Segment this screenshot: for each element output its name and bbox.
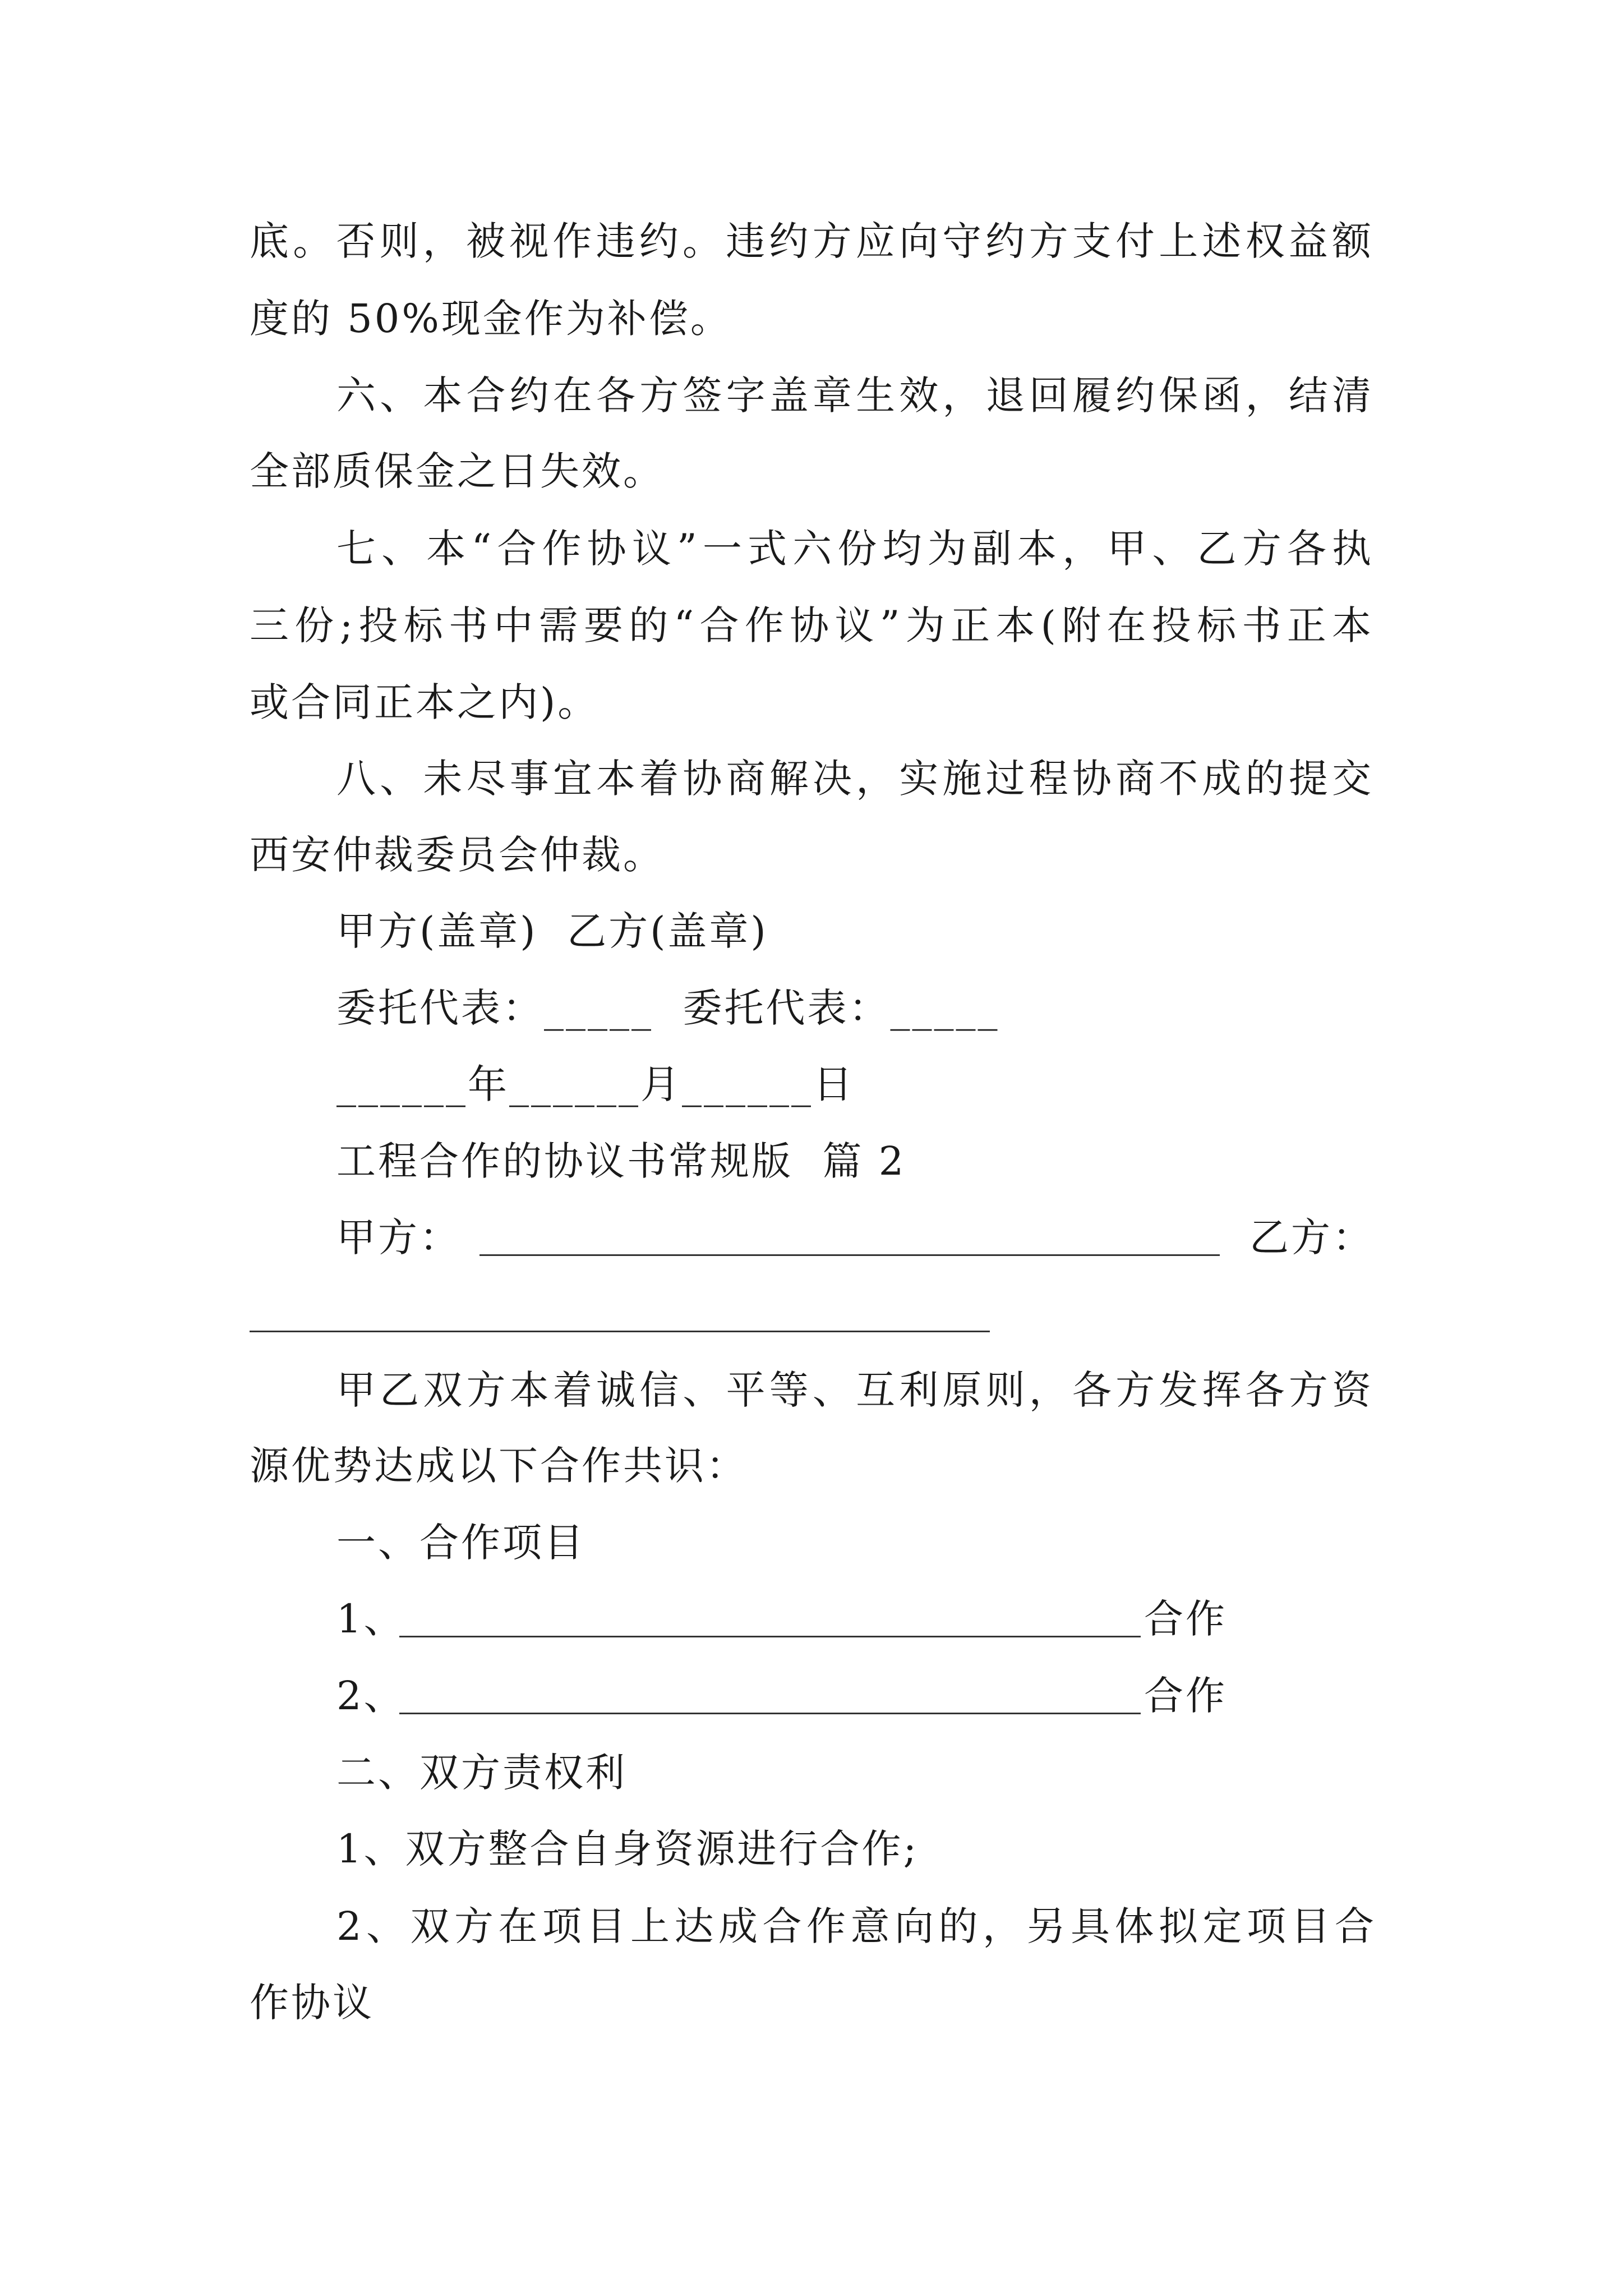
item-number: 1、 [336,1596,405,1642]
clause-8-line: 西安仲裁委员会仲裁。 [250,832,665,878]
paragraph-line: 度的 50%现金作为补偿。 [250,296,732,342]
clause-6-line: 全部质保金之日失效。 [250,448,665,494]
heading-rights: 二、双方责权利 [336,1750,627,1796]
list-item: 1、双方整合自身资源进行合作; [336,1826,919,1872]
clause-6-line: 六、本合约在各方签字盖章生效，退回履约保函，结清 [336,372,1371,418]
party-b-blank [250,1331,990,1332]
list-item: 作协议 [250,1980,374,2026]
section-title: 工程合作的协议书常规版 篇 2 [336,1138,906,1184]
party-b-label: 乙方： [1249,1214,1374,1260]
party-a-blank [479,1254,1220,1256]
clause-7-line: 或合同正本之内)。 [250,679,600,725]
list-item: 2、双方在项目上达成合作意向的，另具体拟定项目合 [336,1903,1374,1949]
paragraph-line: 甲乙双方本着诚信、平等、互利原则，各方发挥各方资 [336,1367,1371,1413]
item-number: 2、 [336,1673,405,1719]
heading-cooperation-items: 一、合作项目 [336,1520,585,1566]
item-1-blank [399,1636,1141,1637]
seal-line: 甲方(盖章) 乙方(盖章) [336,908,768,954]
representative-line: 委托代表：_____ 委托代表：_____ [336,985,1000,1031]
paragraph-line: 底。否则，被视作违约。违约方应向守约方支付上述权益额 [250,218,1371,264]
clause-7-line: 三份;投标书中需要的“合作协议”为正本(附在投标书正本 [250,602,1371,648]
paragraph-line: 源优势达成以下合作共识： [250,1443,748,1489]
party-a-label: 甲方： [336,1214,461,1260]
date-line: ______年______月______日 [336,1061,855,1107]
clause-7-line: 七、本“合作协议”一式六份均为副本，甲、乙方各执 [336,526,1371,572]
clause-8-line: 八、未尽事宜本着协商解决，实施过程协商不成的提交 [336,756,1371,802]
item-suffix: 合作 [1144,1596,1227,1642]
item-2-blank [399,1713,1141,1714]
item-suffix: 合作 [1144,1673,1227,1719]
